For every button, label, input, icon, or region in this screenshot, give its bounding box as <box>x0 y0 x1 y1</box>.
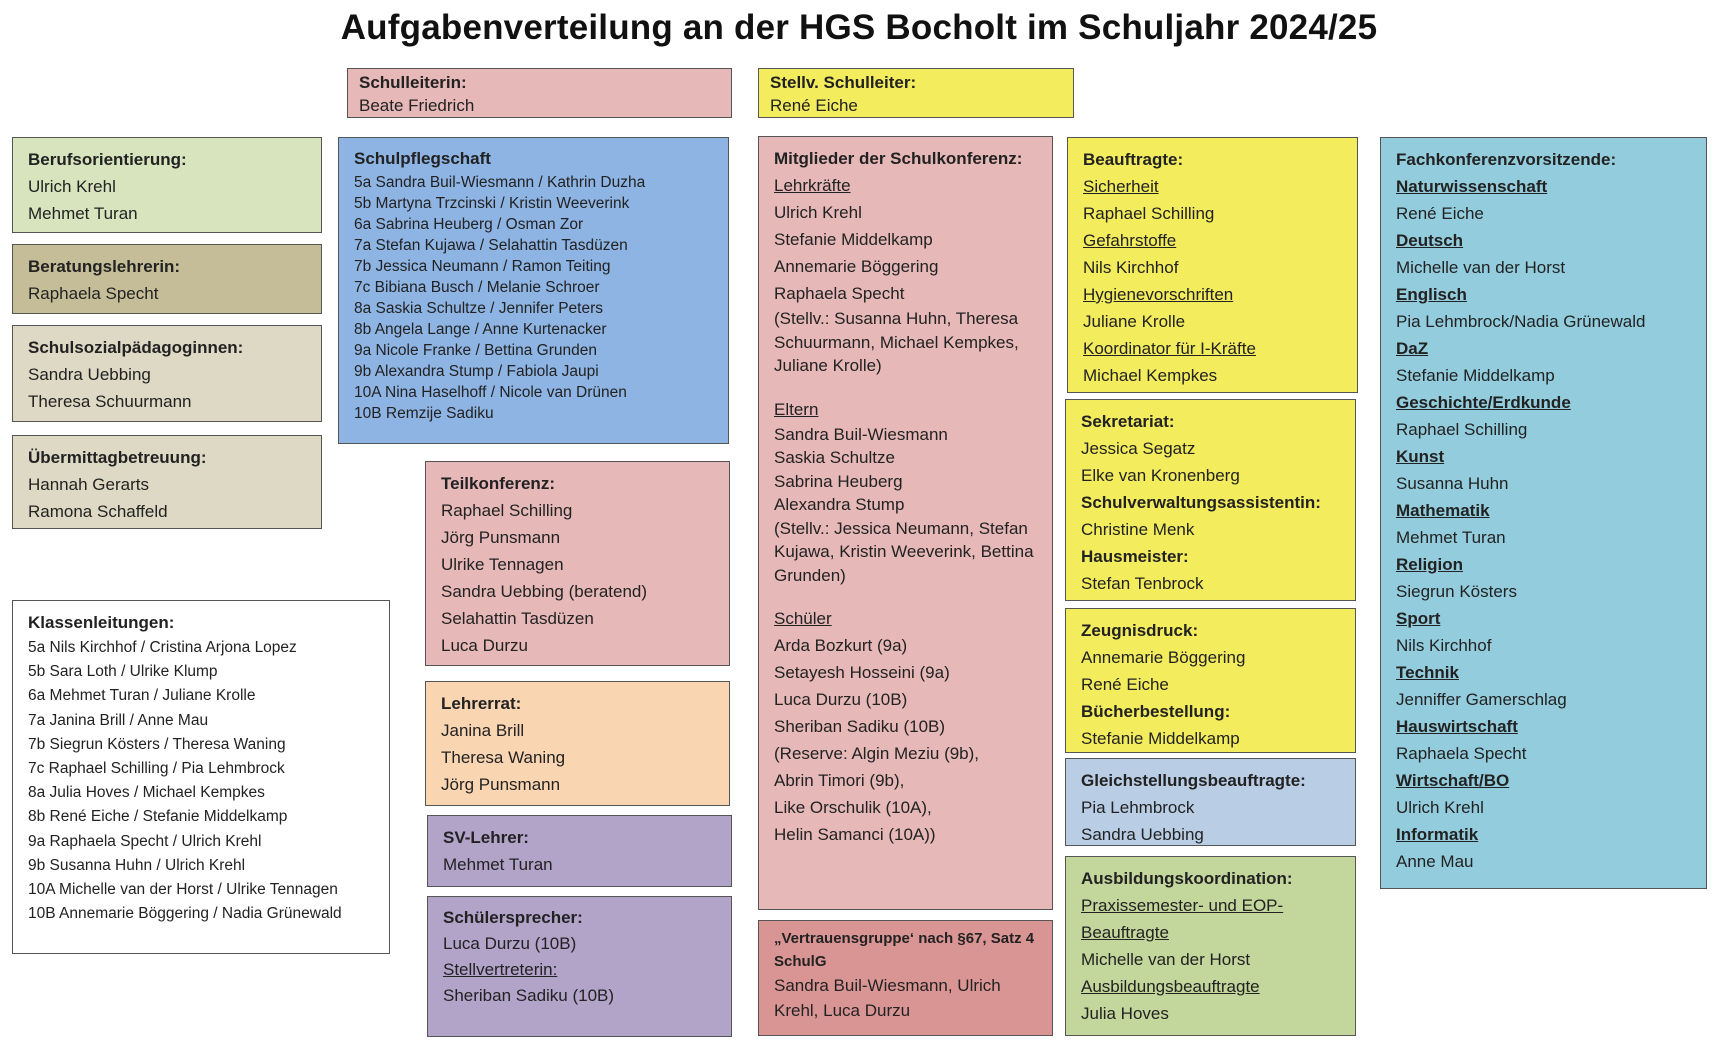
uebermittag-box <box>12 435 322 529</box>
page-title: Aufgabenverteilung an der HGS Bocholt im Schuljahr 2024/25 <box>340 8 1378 47</box>
fachkonferenz-name: Anne Mau <box>1396 852 1474 871</box>
schulpflegschaft-item: 9a Nicole Franke / Bettina Grunden <box>354 342 597 359</box>
sekretariat-heading: Sekretariat: <box>1081 412 1175 431</box>
schulleiterin-name: Beate Friedrich <box>359 96 475 115</box>
fachkonferenz-name: Jenniffer Gamerschlag <box>1396 690 1567 709</box>
fachkonferenz-subject: DaZ <box>1396 339 1429 358</box>
fachkonferenz-subject: Hauswirtschaft <box>1396 717 1518 736</box>
lehrerrat-box <box>425 681 730 806</box>
berufsorientierung-name: Ulrich Krehl <box>28 177 116 196</box>
ausbildung-role: Praxissemester- und EOP-Beauftragte <box>1081 896 1284 942</box>
klassenleitung-item: 7c Raphael Schilling / Pia Lehmbrock <box>28 760 285 778</box>
ausbildung-name: Julia Hoves <box>1081 1004 1169 1023</box>
fachkonferenz-subject: Informatik <box>1396 825 1479 844</box>
zeugnisdruck-name: René Eiche <box>1081 675 1169 694</box>
schulpflegschaft-item: 9b Alexandra Stump / Fabiola Jaupi <box>354 363 599 380</box>
beauftragte-role: Koordinator für I-Kräfte <box>1083 339 1256 358</box>
fachkonferenz-name: Raphael Schilling <box>1396 420 1528 439</box>
schulkonferenz-schueler: Sheriban Sadiku (10B) <box>774 717 946 736</box>
schuelersprecher-heading: Schülersprecher: <box>443 908 583 927</box>
lehrerrat-name: Theresa Waning <box>441 748 566 767</box>
beauftragte-box <box>1067 137 1358 393</box>
fachkonferenz-subject: Sport <box>1396 609 1441 628</box>
klassenleitungen-box <box>12 600 390 954</box>
hausmeister-name: Stefan Tenbrock <box>1081 574 1204 593</box>
fachkonferenz-subject: Englisch <box>1396 285 1467 304</box>
teilkonferenz-name: Raphael Schilling <box>441 501 573 520</box>
uebermittag-name: Hannah Gerarts <box>28 475 149 494</box>
beauftragte-name: Juliane Krolle <box>1083 312 1186 331</box>
fachkonferenz-name: Raphaela Specht <box>1396 744 1527 763</box>
ausbildung-heading: Ausbildungskoordination: <box>1081 869 1293 888</box>
klassenleitungen-heading: Klassenleitungen: <box>28 613 175 632</box>
zeugnisdruck-box <box>1065 608 1356 753</box>
fachkonferenz-subject: Wirtschaft/BO <box>1396 771 1510 790</box>
teilkonferenz-heading: Teilkonferenz: <box>441 474 555 493</box>
schulpflegschaft-item: 10B Remzije Sadiku <box>354 405 494 422</box>
fachkonferenz-name: Mehmet Turan <box>1396 528 1506 547</box>
fachkonferenz-name: Stefanie Middelkamp <box>1396 366 1555 385</box>
uebermittag-name: Ramona Schaffeld <box>28 502 168 521</box>
klassenleitung-item: 9a Raphaela Specht / Ulrich Krehl <box>28 832 262 850</box>
uebermittag-heading: Übermittagbetreuung: <box>28 448 207 467</box>
schulsozial-name: Theresa Schuurmann <box>28 392 192 411</box>
schulkonferenz-reserve: (Reserve: Algin Meziu (9b), <box>774 744 980 763</box>
teilkonferenz-name: Jörg Punsmann <box>441 528 561 547</box>
schulpflegschaft-item: 6a Sabrina Heuberg / Osman Zor <box>354 216 584 233</box>
fachkonferenz-box <box>1380 137 1707 889</box>
ausbildung-name: Michelle van der Horst <box>1081 950 1251 969</box>
schuelersprecher-deputy-label: Stellvertreterin: <box>443 960 558 979</box>
schulkonferenz-box <box>758 136 1053 910</box>
schulpflegschaft-item: 7b Jessica Neumann / Ramon Teiting <box>354 258 611 275</box>
sv-lehrer-heading: SV-Lehrer: <box>443 828 529 847</box>
fachkonferenz-name: Ulrich Krehl <box>1396 798 1484 817</box>
gleichstellung-name: Pia Lehmbrock <box>1081 798 1195 817</box>
sekretariat-name: Jessica Segatz <box>1081 439 1196 458</box>
schulkonferenz-schueler: Setayesh Hosseini (9a) <box>774 663 950 682</box>
beauftragte-name: Raphael Schilling <box>1083 204 1215 223</box>
schuelersprecher-box <box>427 896 732 1037</box>
beratungslehrerin-box <box>12 244 322 314</box>
schulkonferenz-lehrkraft: Raphaela Specht <box>774 284 905 303</box>
beauftragte-heading: Beauftragte: <box>1083 150 1184 169</box>
klassenleitung-item: 7a Janina Brill / Anne Mau <box>28 711 209 729</box>
sv-lehrer-box <box>427 815 732 887</box>
fachkonferenz-subject: Deutsch <box>1396 231 1464 250</box>
schulpflegschaft-item: 10A Nina Haselhoff / Nicole van Drünen <box>354 384 627 401</box>
sekretariat-name: Elke van Kronenberg <box>1081 466 1240 485</box>
schulkonferenz-elternteil: Sandra Buil-Wiesmann <box>774 424 948 444</box>
teilkonferenz-name: Luca Durzu <box>441 636 528 655</box>
teilkonferenz-name: Selahattin Tasdüzen <box>441 609 594 628</box>
fachkonferenz-name: Siegrun Kösters <box>1396 582 1517 601</box>
schulpflegschaft-heading: Schulpflegschaft <box>354 149 491 168</box>
schulkonferenz-lehrkraefte-label: Lehrkräfte <box>774 176 851 195</box>
zeugnisdruck-name: Annemarie Böggering <box>1081 648 1246 667</box>
schulsozial-heading: Schulsozialpädagoginnen: <box>28 338 244 357</box>
klassenleitung-item: 8b René Eiche / Stefanie Middelkamp <box>28 808 288 826</box>
fachkonferenz-name: Nils Kirchhof <box>1396 636 1492 655</box>
hausmeister-heading: Hausmeister: <box>1081 547 1189 566</box>
schulleiterin-box <box>347 68 732 118</box>
beauftragte-role: Hygienevorschriften <box>1083 285 1234 304</box>
fachkonferenz-name: René Eiche <box>1396 204 1484 223</box>
schulkonferenz-reserve: Helin Samanci (10A)) <box>774 825 936 844</box>
schulpflegschaft-item: 8a Saskia Schultze / Jennifer Peters <box>354 300 603 317</box>
schulleiterin-heading: Schulleiterin: <box>359 73 467 92</box>
lehrerrat-name: Janina Brill <box>441 721 525 740</box>
beauftragte-role: Gefahrstoffe <box>1083 231 1177 250</box>
fachkonferenz-name: Michelle van der Horst <box>1396 258 1566 277</box>
schulkonferenz-lehrkraefte-stellv: (Stellv.: Susanna Huhn, Theresa Schuurmann, Michael Kempkes, Juliane Krolle) <box>774 309 1019 375</box>
sekretariat-box <box>1065 399 1356 601</box>
klassenleitung-item: 10A Michelle van der Horst / Ulrike Tennagen <box>28 881 338 899</box>
berufsorientierung-box <box>12 137 322 233</box>
fachkonferenz-subject: Naturwissenschaft <box>1396 177 1548 196</box>
klassenleitung-item: 6a Mehmet Turan / Juliane Krolle <box>28 687 256 705</box>
teilkonferenz-name: Sandra Uebbing (beratend) <box>441 582 648 601</box>
schulkonferenz-reserve: Like Orschulik (10A), <box>774 798 932 817</box>
stellv-schulleiter-heading: Stellv. Schulleiter: <box>770 73 917 92</box>
teilkonferenz-box <box>425 461 730 666</box>
schulkonferenz-schueler: Luca Durzu (10B) <box>774 690 908 709</box>
schulsozial-name: Sandra Uebbing <box>28 365 151 384</box>
vertrauensgruppe-names: Sandra Buil-Wiesmann, Ulrich Krehl, Luca Durzu <box>774 976 1001 1020</box>
schulkonferenz-elternteil: Alexandra Stump <box>774 495 905 514</box>
fachkonferenz-subject: Religion <box>1396 555 1464 574</box>
schulkonferenz-eltern-label: Eltern <box>774 399 819 419</box>
beauftragte-name: Nils Kirchhof <box>1083 258 1179 277</box>
schulsozial-box <box>12 325 322 422</box>
gleichstellung-name: Sandra Uebbing <box>1081 825 1204 844</box>
sv-lehrer-name: Mehmet Turan <box>443 855 553 874</box>
lehrerrat-name: Jörg Punsmann <box>441 775 561 794</box>
schuelersprecher-deputy: Sheriban Sadiku (10B) <box>443 986 615 1005</box>
schulkonferenz-elternteil: Saskia Schultze <box>774 448 895 467</box>
zeugnisdruck-heading: Zeugnisdruck: <box>1081 621 1199 640</box>
berufsorientierung-heading: Berufsorientierung: <box>28 150 187 169</box>
schulpflegschaft-item: 7c Bibiana Busch / Melanie Schroer <box>354 279 600 296</box>
buecher-name: Stefanie Middelkamp <box>1081 729 1240 748</box>
beratungslehrerin-name: Raphaela Specht <box>28 284 159 303</box>
fachkonferenz-name: Pia Lehmbrock/Nadia Grünewald <box>1396 312 1646 331</box>
schulpflegschaft-item: 5a Sandra Buil-Wiesmann / Kathrin Duzha <box>354 174 646 191</box>
schulpflegschaft-item: 5b Martyna Trzcinski / Kristin Weeverink <box>354 195 630 212</box>
gleichstellung-box <box>1065 758 1356 846</box>
schulkonferenz-reserve: Abrin Timori (9b), <box>774 771 905 790</box>
ausbildung-role: Ausbildungsbeauftragte <box>1081 977 1260 996</box>
buecher-heading: Bücherbestellung: <box>1081 702 1231 721</box>
schulkonferenz-elternteil: Sabrina Heuberg <box>774 471 903 491</box>
gleichstellung-heading: Gleichstellungsbeauftragte: <box>1081 771 1306 790</box>
lehrerrat-heading: Lehrerrat: <box>441 694 522 713</box>
assist-name: Christine Menk <box>1081 520 1195 539</box>
klassenleitung-item: 10B Annemarie Böggering / Nadia Grünewald <box>28 905 342 923</box>
fachkonferenz-subject: Kunst <box>1396 447 1445 466</box>
schuelersprecher-name: Luca Durzu (10B) <box>443 934 577 953</box>
klassenleitung-item: 8a Julia Hoves / Michael Kempkes <box>28 784 265 802</box>
schulkonferenz-lehrkraft: Annemarie Böggering <box>774 257 939 276</box>
schulkonferenz-lehrkraft: Stefanie Middelkamp <box>774 230 933 249</box>
schulkonferenz-heading: Mitglieder der Schulkonferenz: <box>774 149 1023 168</box>
beauftragte-name: Michael Kempkes <box>1083 366 1218 385</box>
fachkonferenz-subject: Mathematik <box>1396 501 1490 520</box>
vertrauensgruppe-box <box>758 920 1053 1036</box>
stellv-schulleiter-name: René Eiche <box>770 96 858 115</box>
klassenleitung-item: 7b Siegrun Kösters / Theresa Waning <box>28 735 286 753</box>
ausbildung-box <box>1065 856 1356 1036</box>
klassenleitung-item: 5b Sara Loth / Ulrike Klump <box>28 663 218 681</box>
berufsorientierung-name: Mehmet Turan <box>28 204 138 223</box>
fachkonferenz-name: Susanna Huhn <box>1396 474 1509 493</box>
vertrauensgruppe-heading: „Vertrauensgruppe‘ nach §67, Satz 4 SchulG <box>774 930 1035 970</box>
klassenleitung-item: 5a Nils Kirchhof / Cristina Arjona Lopez <box>28 639 297 656</box>
assist-heading: Schulverwaltungsassistentin: <box>1081 493 1321 512</box>
fachkonferenz-subject: Technik <box>1396 663 1459 682</box>
fachkonferenz-subject: Geschichte/Erdkunde <box>1396 393 1571 412</box>
beauftragte-role: Sicherheit <box>1083 177 1159 196</box>
teilkonferenz-name: Ulrike Tennagen <box>441 555 564 574</box>
schulpflegschaft-item: 7a Stefan Kujawa / Selahattin Tasdüzen <box>354 237 628 254</box>
schulpflegschaft-box <box>338 137 729 444</box>
schulkonferenz-schueler-label: Schüler <box>774 609 832 628</box>
beratungslehrerin-heading: Beratungslehrerin: <box>28 257 181 276</box>
schulkonferenz-eltern-stellv: (Stellv.: Jessica Neumann, Stefan Kujawa, Kristin Weeverink, Bettina Grunden) <box>774 518 1034 585</box>
klassenleitung-item: 9b Susanna Huhn / Ulrich Krehl <box>28 856 246 874</box>
schulpflegschaft-item: 8b Angela Lange / Anne Kurtenacker <box>354 321 607 338</box>
fachkonferenz-heading: Fachkonferenzvorsitzende: <box>1396 150 1617 169</box>
schulkonferenz-lehrkraft: Ulrich Krehl <box>774 203 862 222</box>
stellv-schulleiter-box <box>758 68 1074 118</box>
schulkonferenz-schueler: Arda Bozkurt (9a) <box>774 636 908 655</box>
